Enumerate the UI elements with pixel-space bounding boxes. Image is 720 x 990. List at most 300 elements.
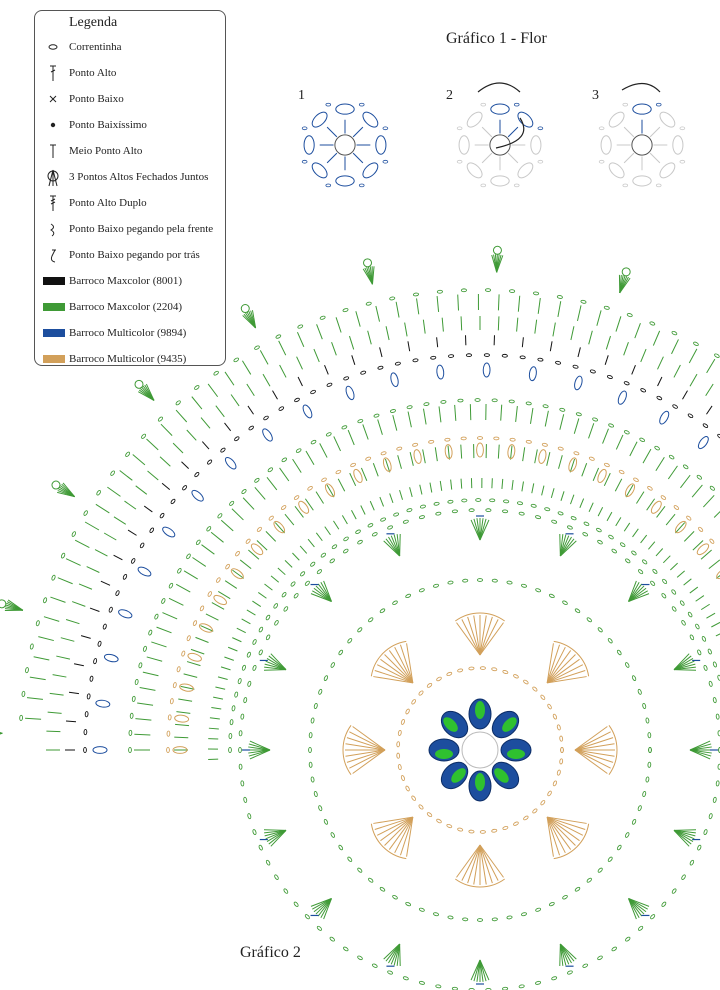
chain-mark [599, 160, 604, 163]
tan-fan [547, 641, 588, 682]
inner-green-fan [311, 581, 332, 602]
black-chain [131, 558, 136, 564]
tan-chain [698, 527, 704, 533]
tan-chain [446, 672, 452, 677]
green-stitch [58, 578, 73, 584]
petal-highlight [435, 749, 453, 759]
green-stitch [398, 455, 402, 468]
green-stitch [417, 298, 419, 314]
green-chain [681, 620, 686, 626]
green-stitch [624, 342, 629, 355]
fan-stitch [480, 617, 492, 655]
green-chain [317, 569, 323, 575]
green-stitch [280, 468, 289, 481]
green-chain [393, 512, 399, 516]
black-chain [327, 383, 333, 388]
blue-petal [161, 525, 176, 539]
tan-chain [457, 828, 463, 832]
center-petal [501, 739, 531, 761]
blue-petal [573, 375, 583, 390]
green-chain [649, 321, 655, 326]
green-stitch [714, 506, 720, 517]
green-stitch [461, 445, 462, 459]
green-chain [247, 813, 251, 819]
green-stitch [559, 455, 563, 468]
green-stitch [161, 424, 172, 435]
green-stitch [498, 316, 499, 330]
green-stitch [136, 486, 147, 495]
fan-stitch [353, 726, 385, 750]
green-stitch [571, 326, 574, 340]
green-chain [387, 970, 393, 975]
petal-mark [601, 136, 611, 154]
chain-mark [457, 127, 462, 130]
green-stitch [380, 497, 384, 506]
fan-stitch [389, 817, 413, 849]
tan-chain [397, 742, 400, 747]
green-stitch [716, 632, 720, 636]
green-fan [492, 246, 503, 272]
green-stitch [213, 697, 223, 699]
green-chain [452, 510, 457, 513]
stitch-mark [508, 127, 518, 137]
green-stitch [597, 310, 601, 325]
petal-mark [360, 110, 380, 130]
green-chain [206, 526, 211, 532]
green-chain [347, 638, 352, 644]
green-stitch [690, 587, 698, 593]
green-chain [332, 544, 338, 549]
green-stitch [663, 556, 670, 563]
green-chain [305, 580, 311, 586]
black-chain [430, 356, 435, 359]
black-stitch [706, 406, 712, 414]
green-chain [716, 714, 719, 720]
green-stitch [577, 305, 581, 321]
green-stitch [243, 498, 254, 510]
green-stitch [349, 336, 353, 349]
tan-chain [589, 456, 595, 460]
green-stitch [293, 459, 302, 472]
tan-chain [186, 635, 190, 641]
green-chain [638, 805, 642, 811]
green-stitch [442, 318, 443, 332]
green-stitch [75, 540, 89, 547]
green-chain [175, 400, 181, 406]
step-label-1: 1 [298, 88, 305, 103]
green-stitch [376, 306, 380, 322]
fan-stitch [456, 623, 480, 655]
green-chain [241, 714, 244, 720]
green-stitch [66, 619, 79, 623]
green-stitch [420, 485, 422, 495]
green-chain [194, 385, 200, 390]
green-chain [688, 612, 693, 618]
green-chain [462, 918, 467, 921]
chain-mark [326, 103, 331, 106]
green-chain [575, 608, 581, 613]
green-chain [407, 508, 413, 512]
green-chain [389, 297, 395, 301]
green-stitch [228, 647, 237, 651]
tan-chain [553, 780, 558, 786]
tan-chain [542, 443, 548, 447]
green-stitch [184, 571, 198, 579]
green-stitch [240, 560, 251, 569]
fan-picot [241, 305, 249, 313]
green-chain [476, 499, 481, 502]
green-chain [239, 747, 242, 752]
green-chain [252, 829, 256, 835]
chain-mark [359, 184, 364, 187]
fan-stitch [575, 726, 607, 750]
green-chain [689, 860, 694, 866]
green-chain [129, 747, 132, 752]
green-chain [486, 509, 491, 512]
black-chain [194, 472, 200, 478]
black-chain [502, 354, 507, 357]
green-chain [646, 777, 650, 783]
tan-chain [412, 443, 418, 447]
green-chain [372, 963, 378, 968]
green-chain [238, 678, 242, 684]
inner-green-fan [560, 944, 577, 966]
green-chain [30, 644, 34, 650]
green-chain [617, 650, 622, 656]
green-stitch [72, 602, 85, 607]
green-stitch [553, 323, 555, 337]
center-ring [462, 732, 498, 768]
black-stitch [66, 721, 76, 722]
green-chain [509, 290, 514, 293]
green-chain [311, 777, 315, 783]
petal-mark [459, 136, 469, 154]
green-chain [477, 919, 482, 922]
green-chain [297, 324, 303, 329]
green-chain [689, 634, 694, 640]
legend-label: Barroco Maxcolor (2204) [69, 301, 183, 313]
green-chain [526, 402, 532, 405]
petal-mark [360, 160, 380, 180]
green-chain [320, 552, 326, 557]
fan-stitch [480, 845, 492, 883]
green-stitch [603, 429, 609, 444]
black-stitch [632, 365, 636, 374]
green-stitch [648, 542, 654, 550]
green-stitch [693, 541, 703, 551]
green-stitch [124, 501, 135, 509]
green-stitch [215, 687, 225, 689]
stitch-mark [624, 127, 634, 137]
black-chain [466, 354, 471, 357]
green-stitch [435, 447, 437, 461]
inner-green-fan [384, 534, 401, 556]
green-chain [703, 665, 707, 671]
green-stitch [707, 359, 715, 373]
green-chain [571, 516, 577, 521]
green-chain [258, 627, 263, 633]
green-chain [309, 732, 312, 737]
green-chain [551, 520, 557, 524]
black-chain [93, 658, 97, 664]
petal-highlight [475, 773, 485, 791]
green-chain [492, 579, 497, 582]
green-chain [242, 665, 246, 671]
green-chain [234, 692, 238, 698]
green-stitch [231, 394, 239, 405]
black-chain [140, 542, 145, 548]
green-fan [241, 305, 255, 328]
green-chain [469, 509, 474, 512]
green-chain [696, 475, 702, 480]
green-stitch [440, 481, 441, 491]
green-stitch [532, 483, 534, 493]
black-chain [84, 729, 87, 734]
green-stitch [237, 628, 246, 632]
fan-stitch [547, 817, 579, 841]
blue-petal [104, 653, 119, 663]
green-stitch [242, 361, 250, 375]
tan-chain [469, 830, 474, 833]
green-stitch [351, 510, 356, 519]
green-chain [239, 764, 242, 769]
green-stitch [589, 423, 594, 438]
green-chain [36, 620, 40, 626]
green-chain [281, 592, 286, 598]
green-stitch [133, 454, 145, 464]
black-chain [520, 356, 525, 359]
green-stitch [561, 491, 564, 501]
fan-stitch [547, 650, 571, 682]
fan-stitch [547, 659, 579, 683]
green-stitch [656, 549, 663, 556]
green-stitch [582, 463, 587, 476]
green-stitch [635, 323, 641, 338]
petal-mark [607, 160, 627, 180]
tan-chain [559, 759, 562, 765]
green-chain [357, 627, 363, 633]
green-chain [293, 901, 298, 907]
tan-petal [187, 652, 202, 663]
green-chain [305, 914, 311, 920]
green-chain [611, 548, 617, 553]
tan-chain [491, 667, 497, 671]
green-stitch [430, 483, 432, 493]
chart1-flowers [302, 83, 685, 187]
green-stitch [684, 579, 692, 585]
green-stitch [264, 584, 272, 590]
green-chain [562, 600, 568, 605]
green-stitch [560, 414, 564, 430]
green-chain [419, 588, 425, 592]
green-chain [243, 697, 247, 703]
green-stitch [356, 311, 360, 326]
legend-label: Barroco Multicolor (9435) [69, 353, 187, 365]
blue-petal [117, 608, 133, 619]
chain-mark [538, 160, 543, 163]
black-stitch [202, 442, 209, 449]
tan-chain [513, 674, 519, 679]
black-stitch [81, 636, 91, 639]
green-stitch [518, 296, 519, 312]
tan-chain [559, 736, 562, 742]
green-stitch [580, 499, 584, 508]
green-stitch [668, 466, 677, 479]
green-stitch [162, 613, 177, 619]
green-stitch [370, 501, 374, 510]
tan-chain [401, 775, 405, 781]
green-stitch [267, 477, 277, 490]
green-stitch [448, 446, 449, 460]
green-chain [274, 874, 279, 880]
green-stitch [104, 533, 116, 540]
green-chain [392, 600, 398, 605]
tan-chain [405, 709, 410, 715]
tan-chain [405, 786, 410, 792]
stitch-mark [650, 153, 660, 163]
chain-mark [457, 160, 462, 163]
green-stitch [216, 406, 225, 417]
green-chain [672, 606, 677, 612]
green-chain [343, 536, 349, 541]
green-chain [586, 877, 592, 882]
green-chain [130, 713, 133, 718]
black-stitch [114, 555, 123, 560]
green-chain [110, 470, 115, 476]
tan-chain [633, 477, 639, 482]
green-chain [329, 936, 335, 941]
green-chain [507, 916, 513, 920]
petal-mark [657, 110, 677, 130]
legend-label: Correntinha [69, 41, 122, 53]
green-chain [519, 985, 525, 989]
green-stitch [176, 410, 187, 422]
green-stitch [232, 638, 241, 642]
stitch-mark [353, 153, 363, 163]
fan-stitch [560, 944, 561, 966]
green-stitch [701, 604, 709, 609]
green-chain [434, 502, 440, 506]
fan-picot [52, 481, 60, 489]
green-stitch [670, 563, 677, 570]
tan-chain [469, 667, 474, 670]
tan-chain [193, 620, 198, 626]
green-stitch [684, 531, 694, 541]
blue-petal [658, 410, 671, 426]
black-stitch [352, 355, 355, 365]
green-chain [544, 507, 550, 511]
green-chain [627, 313, 633, 317]
green-stitch [368, 331, 372, 345]
black-chain [87, 694, 90, 700]
green-chain [135, 679, 139, 685]
green-stitch [332, 342, 337, 355]
green-chain [625, 936, 631, 941]
stitch-mark [482, 153, 492, 163]
tan-fan [575, 725, 617, 774]
green-chain [347, 856, 352, 862]
green-chain [357, 867, 363, 873]
black-stitch [578, 347, 580, 357]
green-chain [707, 649, 712, 655]
black-stitch [225, 423, 231, 431]
chart2-title: Gráfico 2 [240, 944, 301, 961]
green-chain [368, 617, 374, 622]
black-chain [702, 423, 708, 428]
green-stitch [501, 405, 502, 421]
green-chain [716, 781, 719, 787]
green-stitch [44, 617, 59, 622]
black-chain [343, 376, 349, 380]
tan-chain [167, 747, 170, 752]
green-chain [596, 528, 602, 533]
chain-mark [623, 184, 628, 187]
green-stitch [423, 409, 426, 425]
green-stitch [498, 294, 499, 310]
green-stitch [314, 349, 319, 362]
fan-stitch [547, 817, 571, 849]
green-chain [290, 581, 296, 587]
black-chain [484, 354, 489, 357]
black-chain [607, 375, 613, 379]
green-stitch [458, 295, 459, 311]
green-chain [125, 451, 130, 457]
black-chain [360, 371, 366, 375]
green-chain [320, 316, 326, 320]
green-chain [559, 408, 565, 412]
black-chain [234, 436, 240, 441]
green-chain [229, 501, 235, 507]
green-stitch [439, 406, 441, 422]
green-chain [475, 399, 480, 402]
green-stitch [308, 539, 314, 547]
blue-petal [436, 365, 444, 380]
green-stitch [711, 622, 720, 627]
tan-chain [477, 437, 482, 440]
green-chain [169, 583, 174, 589]
petal-highlight [507, 749, 525, 759]
green-stitch [455, 405, 456, 421]
green-chain [702, 636, 707, 642]
green-stitch [692, 485, 702, 497]
green-chain [671, 589, 676, 595]
green-chain [283, 888, 288, 894]
green-chain [138, 662, 142, 668]
tan-chain [558, 447, 564, 451]
petal-mark [310, 110, 330, 130]
tan-chain [398, 730, 402, 736]
legend-label: Barroco Maxcolor (8001) [69, 275, 183, 287]
tan-chain [427, 812, 433, 817]
green-chain [592, 417, 598, 421]
petal-mark [465, 160, 485, 180]
flower-motif [599, 103, 685, 187]
black-chain [294, 398, 300, 403]
green-chain [254, 478, 260, 483]
green-stitch [260, 350, 268, 364]
black-chain [98, 641, 102, 647]
green-stitch [523, 447, 525, 461]
green-stitch [689, 349, 697, 363]
green-chain [177, 568, 182, 574]
tan-fan [371, 817, 412, 858]
green-chain [419, 981, 425, 985]
green-chain [485, 289, 490, 292]
chain-mark [383, 127, 388, 130]
green-chain [632, 819, 637, 825]
green-chain [535, 908, 541, 912]
green-stitch [517, 318, 518, 332]
